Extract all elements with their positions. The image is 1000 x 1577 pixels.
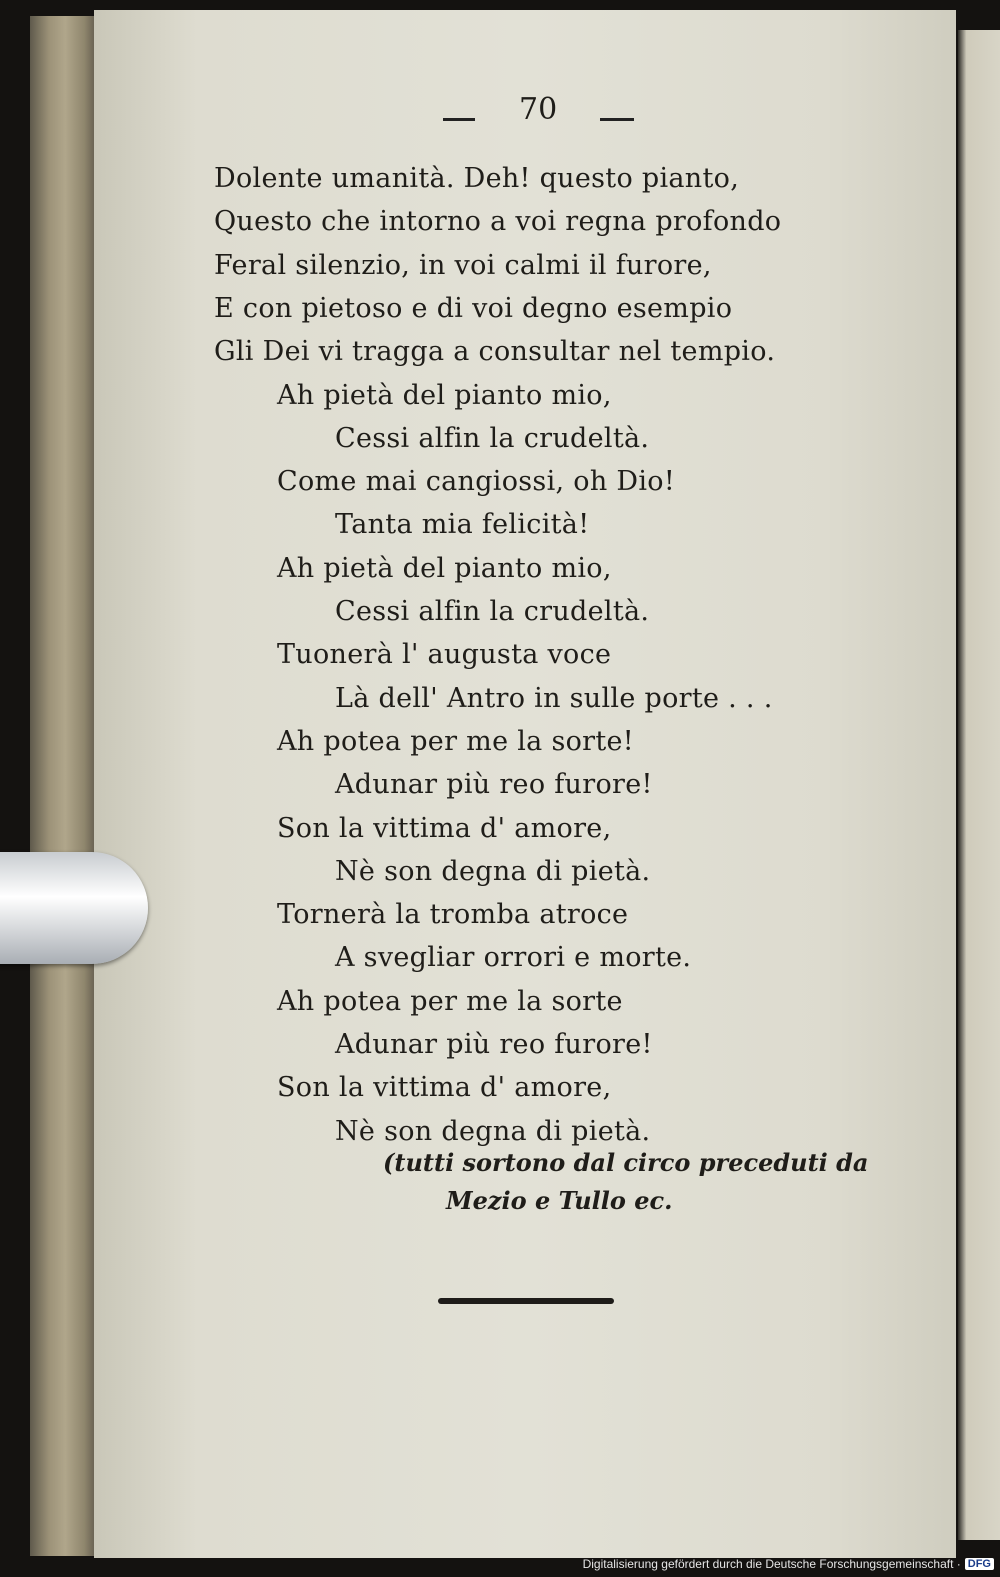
verse-line: Come mai cangiossi, oh Dio! — [277, 466, 676, 498]
verse-line: E con pietoso e di voi degno esempio — [214, 292, 733, 324]
verse-line: Adunar più reo furore! — [335, 769, 653, 801]
verse-line: A svegliar orrori e morte. — [335, 942, 692, 974]
verse-line: Cessi alfin la crudeltà. — [335, 596, 650, 627]
verse-line: Son la vittima d' amore, — [277, 1072, 612, 1104]
verse-line: Cessi alfin la crudeltà. — [335, 422, 650, 454]
dfg-logo-icon: DFG — [965, 1558, 994, 1570]
verse-line: Ah pietà del pianto mio, — [277, 379, 612, 411]
footer-credit: Digitalisierung gefördert durch die Deutsche Forschungsgemeinschaft · — [582, 1557, 961, 1571]
page-number-dash-left — [443, 118, 475, 121]
digitization-footer — [583, 1555, 994, 1573]
verse-line: Adunar più reo furore! — [335, 1029, 653, 1060]
verse-line: Ah pietà del pianto mio, — [277, 552, 612, 584]
verse-line: Gli Dei vi tragga a consultar nel tempio. — [214, 336, 776, 368]
verse-line: Dolente umanità. Deh! questo pianto, — [214, 163, 740, 194]
verse-line: Tuonerà l' augusta voce — [277, 639, 612, 671]
verse-line: Nè son degna di pietà. — [335, 855, 651, 887]
section-end-rule — [438, 1298, 614, 1304]
page-number: 70 — [519, 92, 558, 127]
stage-direction-line-1: (tutti sortono dal circo preceduti da — [383, 1148, 869, 1177]
verse-line: Tanta mia felicità! — [335, 509, 590, 541]
verse-line: Questo che intorno a voi regna profondo — [214, 206, 782, 238]
verse-line: Là dell' Antro in sulle porte . . . — [335, 682, 773, 714]
page-number-dash-right — [600, 118, 634, 121]
verse-line: Tornerà la tromba atroce — [277, 899, 629, 931]
stage-direction-line-2: Mezio e Tullo ec. — [446, 1186, 673, 1215]
verse-line: Son la vittima d' amore, — [277, 812, 612, 844]
verse-line: Feral silenzio, in voi calmi il furore, — [214, 249, 712, 281]
verse-line: Ah potea per me la sorte! — [277, 725, 634, 757]
verse-line: Nè son degna di pietà. — [335, 1115, 651, 1147]
verse-line: Ah potea per me la sorte — [277, 985, 623, 1017]
